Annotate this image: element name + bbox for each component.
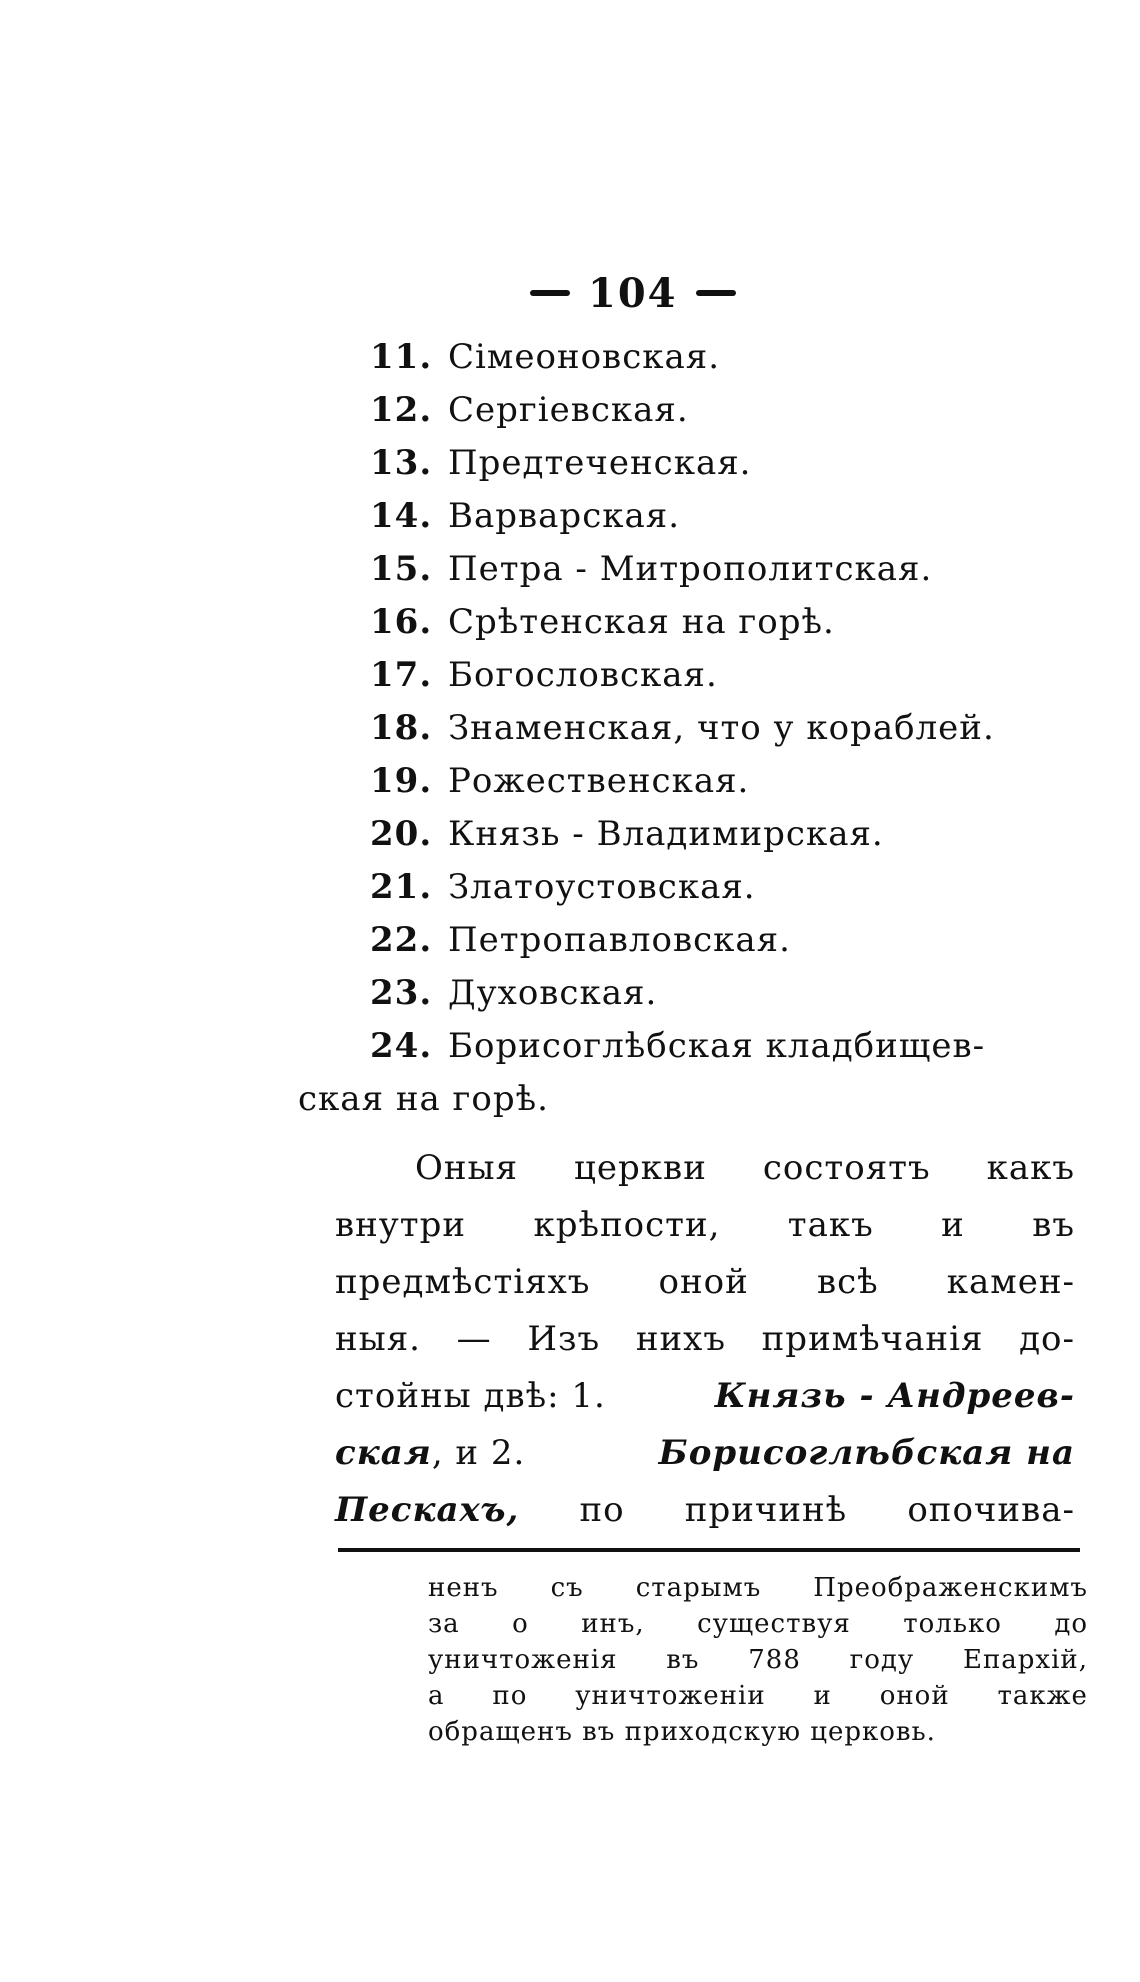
- item-number: 23.: [370, 972, 433, 1013]
- church-list: [298, 330, 1090, 1125]
- item-number: 22.: [370, 919, 433, 960]
- paragraph-line: [335, 1425, 1075, 1482]
- word: Оныя: [415, 1148, 519, 1188]
- item-name: Борисоглѣбская кладбищев-: [448, 1025, 986, 1066]
- word: существуя: [697, 1609, 851, 1639]
- word: уничтоженiи: [575, 1681, 766, 1711]
- word: только: [903, 1609, 1002, 1639]
- word: церкви: [574, 1148, 707, 1188]
- word: такъ: [787, 1205, 874, 1245]
- word: старымъ: [635, 1573, 762, 1603]
- list-item: [370, 754, 1090, 807]
- footnote-divider: [338, 1548, 1080, 1552]
- body-paragraph: [335, 1140, 1075, 1539]
- word: по: [579, 1490, 625, 1530]
- word: въ: [666, 1645, 700, 1675]
- list-item: [370, 595, 1090, 648]
- word: камен-: [946, 1262, 1075, 1302]
- item-name: Знаменская, что у кораблей.: [448, 707, 995, 748]
- text-italic: Пескахъ,: [335, 1490, 520, 1530]
- right-dash: [696, 290, 736, 296]
- paragraph-line: [335, 1140, 1075, 1197]
- item-name: Рожественская.: [448, 760, 750, 801]
- word: до: [1054, 1609, 1088, 1639]
- item-number: 16.: [370, 601, 433, 642]
- list-item: [370, 436, 1090, 489]
- footnote-line: [428, 1570, 1088, 1606]
- word: оной: [658, 1262, 749, 1302]
- list-item: [370, 807, 1090, 860]
- footnote-line: [428, 1678, 1088, 1714]
- word: Изъ: [527, 1319, 601, 1359]
- item-name: Златоустовская.: [448, 866, 756, 907]
- footnote-line: [428, 1606, 1088, 1642]
- text-italic: Борисоглѣбская на: [658, 1433, 1075, 1473]
- word: также: [997, 1681, 1088, 1711]
- item-name: Богословская.: [448, 654, 718, 695]
- list-item: [370, 860, 1090, 913]
- item-number: 18.: [370, 707, 433, 748]
- list-item: [370, 648, 1090, 701]
- word: о: [512, 1609, 529, 1639]
- item-name: Князь - Владимирская.: [448, 813, 884, 854]
- word: причинѣ: [684, 1490, 848, 1530]
- word: состоятъ: [762, 1148, 931, 1188]
- page-number: 104: [588, 269, 678, 317]
- list-item: [370, 330, 1090, 383]
- word: 788: [748, 1645, 801, 1675]
- word: крѣпости,: [533, 1205, 721, 1245]
- item-name: Сiмеоновская.: [448, 336, 721, 377]
- page-header: [530, 268, 830, 318]
- item-number: 20.: [370, 813, 433, 854]
- word: ныя.: [335, 1319, 421, 1359]
- word: съ: [550, 1573, 584, 1603]
- footnote-line: [428, 1714, 1088, 1750]
- footnote-line: [428, 1642, 1088, 1678]
- word: внутри: [335, 1205, 467, 1245]
- word: Епархiй,: [962, 1645, 1088, 1675]
- word: нихъ: [635, 1319, 726, 1359]
- list-item: [370, 1019, 1090, 1072]
- word: году: [849, 1645, 915, 1675]
- word: предмѣстiяхъ: [335, 1262, 591, 1302]
- list-item: [370, 383, 1090, 436]
- text-italic: ская: [335, 1433, 432, 1473]
- paragraph-line: [335, 1368, 1075, 1425]
- word: —: [456, 1319, 492, 1359]
- paragraph-line: [335, 1197, 1075, 1254]
- word: инъ,: [581, 1609, 645, 1639]
- item-name: Петропавловская.: [448, 919, 791, 960]
- list-item-continuation: [298, 1072, 1090, 1125]
- list-item: [370, 489, 1090, 542]
- list-item: [370, 966, 1090, 1019]
- item-name-continuation: ская на горѣ.: [298, 1078, 549, 1119]
- item-number: 24.: [370, 1025, 433, 1066]
- word: по: [492, 1681, 528, 1711]
- text-plain: стойны двѣ: 1.: [335, 1376, 606, 1416]
- word: и: [813, 1681, 832, 1711]
- item-number: 11.: [370, 336, 433, 377]
- word: оной: [879, 1681, 950, 1711]
- item-number: 17.: [370, 654, 433, 695]
- item-number: 12.: [370, 389, 433, 430]
- text-italic: Князь - Андреев-: [714, 1376, 1075, 1416]
- item-number: 13.: [370, 442, 433, 483]
- word: а: [428, 1681, 445, 1711]
- footnote: [428, 1570, 1088, 1750]
- left-dash: [530, 290, 570, 296]
- word: какъ: [986, 1148, 1075, 1188]
- paragraph-line: [335, 1482, 1075, 1539]
- word: опочива-: [907, 1490, 1075, 1530]
- word: до-: [1019, 1319, 1075, 1359]
- paragraph-line: [335, 1311, 1075, 1368]
- list-item: [370, 542, 1090, 595]
- item-name: Сергiевская.: [448, 389, 689, 430]
- word: примѣчанiя: [761, 1319, 984, 1359]
- item-number: 21.: [370, 866, 433, 907]
- item-name: Петра - Митрополитская.: [448, 548, 933, 589]
- word: и: [941, 1205, 965, 1245]
- item-name: Срѣтенская на горѣ.: [448, 601, 835, 642]
- word: уничтоженiя: [428, 1645, 618, 1675]
- word: Преображенскимъ: [813, 1573, 1088, 1603]
- word: за: [428, 1609, 460, 1639]
- item-number: 19.: [370, 760, 433, 801]
- word: всѣ: [816, 1262, 879, 1302]
- word: ненъ: [428, 1573, 499, 1603]
- text-plain: , и 2.: [431, 1433, 526, 1473]
- word: въ: [1032, 1205, 1075, 1245]
- item-number: 14.: [370, 495, 433, 536]
- word: обращенъ въ приходскую церковь.: [428, 1717, 936, 1747]
- item-name: Предтеченская.: [448, 442, 752, 483]
- list-item: [370, 701, 1090, 754]
- item-name: Варварская.: [448, 495, 681, 536]
- paragraph-line: [335, 1254, 1075, 1311]
- item-name: Духовская.: [448, 972, 658, 1013]
- item-number: 15.: [370, 548, 433, 589]
- list-item: [370, 913, 1090, 966]
